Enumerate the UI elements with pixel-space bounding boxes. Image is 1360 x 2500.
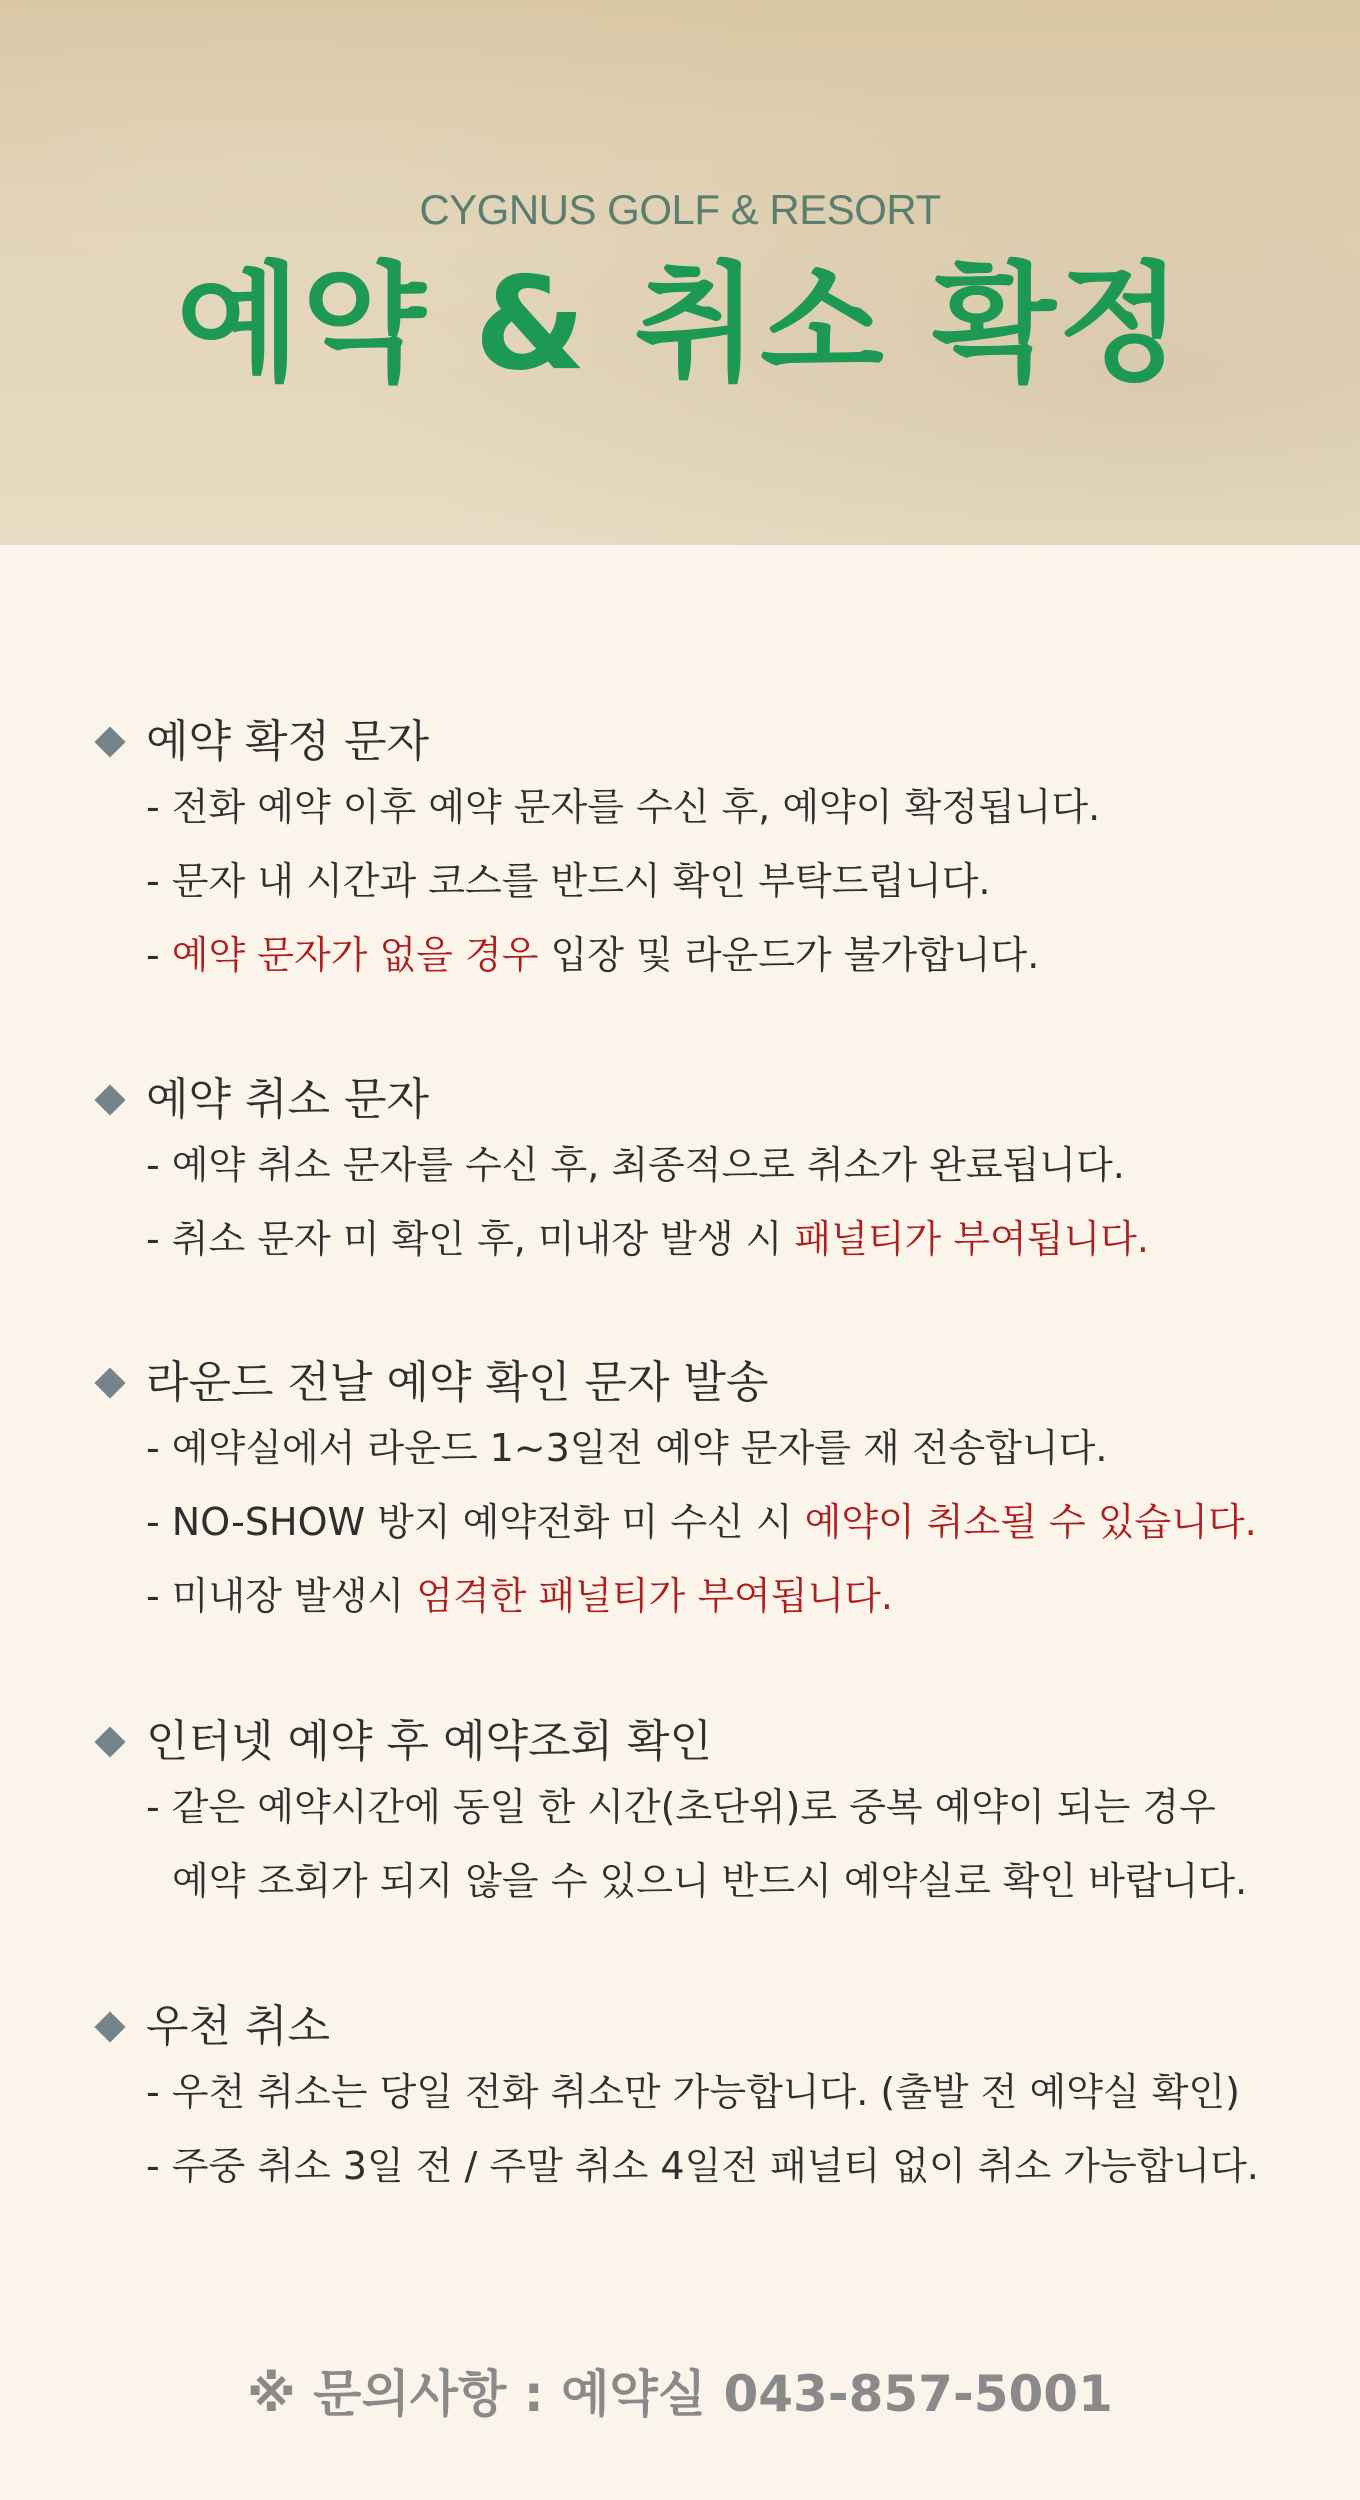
diamond-bullet-icon (94, 1084, 125, 1115)
diamond-bullet-icon (94, 1367, 125, 1398)
highlight-text: 엄격한 패널티가 부여됩니다. (416, 1574, 893, 1618)
diamond-bullet-icon (94, 1726, 125, 1757)
diamond-bullet-icon (94, 726, 125, 757)
list-item: - 예약 취소 문자를 수신 후, 최종적으로 취소가 완료됩니다. (146, 1143, 1125, 1187)
list-item (146, 930, 1039, 980)
highlight-text: 패널티가 부여됩니다. (794, 1217, 1149, 1261)
list-item (146, 1214, 1149, 1264)
list-item: - 전화 예약 이후 예약 문자를 수신 후, 예약이 확정됩니다. (146, 785, 1101, 829)
list-item-prefix: - (146, 933, 172, 977)
diamond-bullet-icon (94, 2011, 125, 2042)
section-title: 라운드 전날 예약 확인 문자 발송 (146, 1357, 769, 1408)
list-item: - 주중 취소 3일 전 / 주말 취소 4일전 패널티 없이 취소 가능합니다. (146, 2144, 1259, 2188)
section-title: 인터넷 예약 후 예약조회 확인 (146, 1716, 712, 1767)
section-title: 예약 확정 문자 (146, 716, 429, 767)
list-item-prefix: - NO-SHOW 방지 예약전화 미 수신 시 (146, 1500, 805, 1544)
resort-name: CYGNUS GOLF & RESORT (419, 186, 941, 233)
list-item-suffix: 입장 및 라운드가 불가합니다. (538, 933, 1040, 977)
list-item: - 우천 취소는 당일 전화 취소만 가능합니다. (출발 전 예약실 확인) (146, 2070, 1240, 2114)
contact-info: ※ 문의사항 : 예약실 043-857-5001 (247, 2365, 1113, 2423)
highlight-text: 예약이 취소될 수 있습니다. (804, 1500, 1257, 1544)
notice-panel (0, 545, 1360, 2500)
list-item: - 문자 내 시간과 코스를 반드시 확인 부탁드립니다. (146, 859, 991, 903)
list-item-prefix: - 취소 문자 미 확인 후, 미내장 발생 시 (146, 1217, 795, 1261)
list-item (146, 1497, 1257, 1547)
list-item: - 예약실에서 라운드 1~3일전 예약 문자를 재 전송합니다. (146, 1426, 1108, 1470)
header-banner (0, 0, 1360, 545)
list-item-continuation: 예약 조회가 되지 않을 수 있으니 반드시 예약실로 확인 바랍니다. (172, 1859, 1248, 1903)
list-item-prefix: - 미내장 발생시 (146, 1574, 417, 1618)
section-title: 예약 취소 문자 (146, 1074, 429, 1125)
page-title: 예약 & 취소 확정 (176, 250, 1184, 399)
list-item (146, 1571, 893, 1621)
list-item: - 같은 예약시간에 동일 한 시간(초단위)로 중복 예약이 되는 경우 (146, 1785, 1216, 1829)
highlight-text: 예약 문자가 없을 경우 (171, 933, 539, 977)
section-title: 우천 취소 (146, 2001, 331, 2052)
